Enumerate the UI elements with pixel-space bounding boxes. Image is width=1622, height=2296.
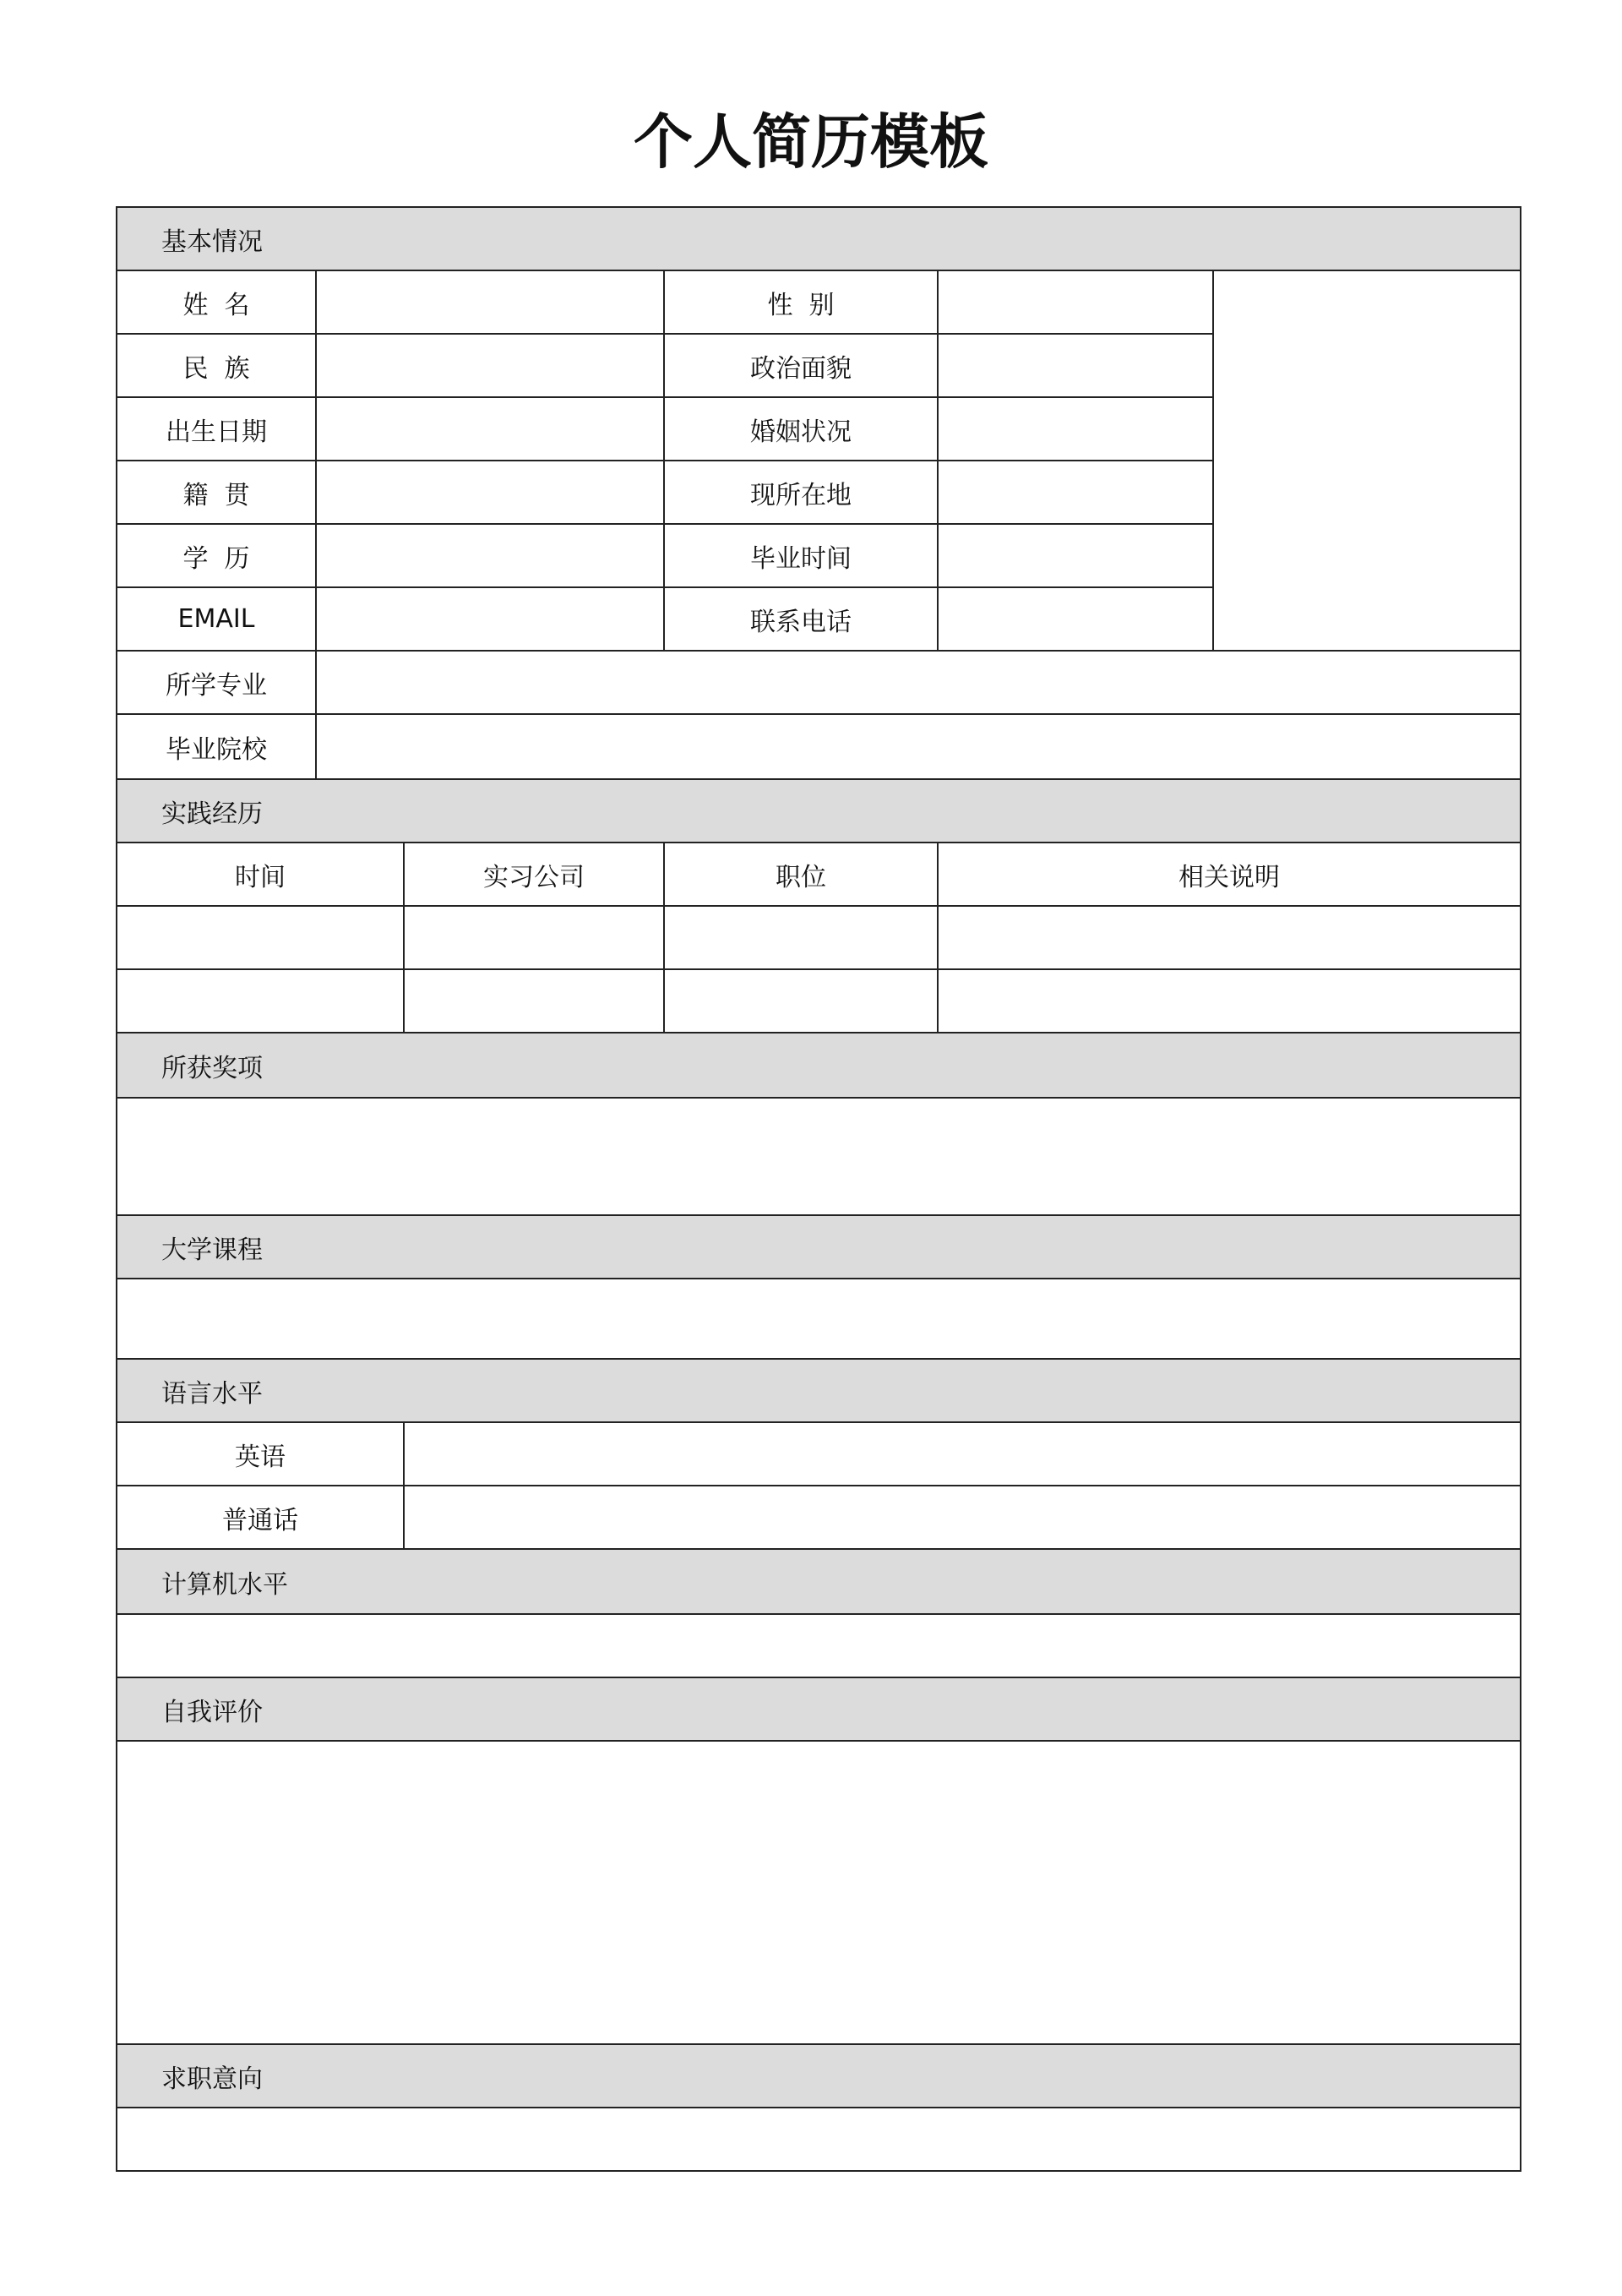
page-title: 个人简历模板 bbox=[634, 106, 988, 177]
column-header-time: 时间 bbox=[117, 843, 404, 906]
section-header-self-evaluation: 自我评价 bbox=[117, 1677, 1521, 1741]
field-major[interactable] bbox=[316, 651, 1521, 714]
practice-cell-time[interactable] bbox=[117, 906, 404, 969]
label-name: 姓 名 bbox=[117, 270, 316, 334]
label-political-status: 政治面貌 bbox=[664, 334, 938, 397]
label-phone: 联系电话 bbox=[664, 587, 938, 651]
practice-cell-company[interactable] bbox=[404, 969, 664, 1033]
field-gender[interactable] bbox=[938, 270, 1213, 334]
field-graduation-time[interactable] bbox=[938, 524, 1213, 587]
label-gender: 性 别 bbox=[664, 270, 938, 334]
practice-cell-position[interactable] bbox=[664, 969, 938, 1033]
label-native-place: 籍 贯 bbox=[117, 461, 316, 524]
field-marital-status[interactable] bbox=[938, 397, 1213, 461]
practice-cell-time[interactable] bbox=[117, 969, 404, 1033]
language-field-english[interactable] bbox=[404, 1422, 1521, 1486]
section-header-job-intention: 求职意向 bbox=[117, 2044, 1521, 2108]
section-header-practice: 实践经历 bbox=[117, 779, 1521, 843]
column-header-position: 职位 bbox=[664, 843, 938, 906]
language-field-mandarin[interactable] bbox=[404, 1486, 1521, 1549]
field-political-status[interactable] bbox=[938, 334, 1213, 397]
computer-content[interactable] bbox=[117, 1614, 1521, 1677]
label-graduation-time: 毕业时间 bbox=[664, 524, 938, 587]
practice-cell-position[interactable] bbox=[664, 906, 938, 969]
label-school: 毕业院校 bbox=[117, 714, 316, 779]
practice-cell-company[interactable] bbox=[404, 906, 664, 969]
label-ethnicity: 民 族 bbox=[117, 334, 316, 397]
job-intention-content[interactable] bbox=[117, 2108, 1521, 2171]
section-header-language: 语言水平 bbox=[117, 1359, 1521, 1422]
field-current-location[interactable] bbox=[938, 461, 1213, 524]
column-header-company: 实习公司 bbox=[404, 843, 664, 906]
label-current-location: 现所在地 bbox=[664, 461, 938, 524]
label-education: 学 历 bbox=[117, 524, 316, 587]
resume-form bbox=[116, 206, 1521, 2172]
field-email[interactable] bbox=[316, 587, 664, 651]
practice-cell-description[interactable] bbox=[938, 969, 1521, 1033]
field-native-place[interactable] bbox=[316, 461, 664, 524]
section-header-awards: 所获奖项 bbox=[117, 1033, 1521, 1098]
photo-box[interactable] bbox=[1213, 270, 1521, 651]
language-label-english: 英语 bbox=[117, 1422, 404, 1486]
section-header-courses: 大学课程 bbox=[117, 1215, 1521, 1279]
self-evaluation-content[interactable] bbox=[117, 1741, 1521, 2044]
section-header-computer: 计算机水平 bbox=[117, 1549, 1521, 1614]
section-header-basic: 基本情况 bbox=[117, 207, 1521, 270]
courses-content[interactable] bbox=[117, 1279, 1521, 1359]
practice-cell-description[interactable] bbox=[938, 906, 1521, 969]
field-education[interactable] bbox=[316, 524, 664, 587]
field-birth-date[interactable] bbox=[316, 397, 664, 461]
column-header-description: 相关说明 bbox=[938, 843, 1521, 906]
label-major: 所学专业 bbox=[117, 651, 316, 714]
label-marital-status: 婚姻状况 bbox=[664, 397, 938, 461]
awards-content[interactable] bbox=[117, 1098, 1521, 1215]
language-label-mandarin: 普通话 bbox=[117, 1486, 404, 1549]
field-name[interactable] bbox=[316, 270, 664, 334]
label-birth-date: 出生日期 bbox=[117, 397, 316, 461]
field-phone[interactable] bbox=[938, 587, 1213, 651]
label-email: EMAIL bbox=[117, 587, 316, 651]
field-school[interactable] bbox=[316, 714, 1521, 779]
field-ethnicity[interactable] bbox=[316, 334, 664, 397]
